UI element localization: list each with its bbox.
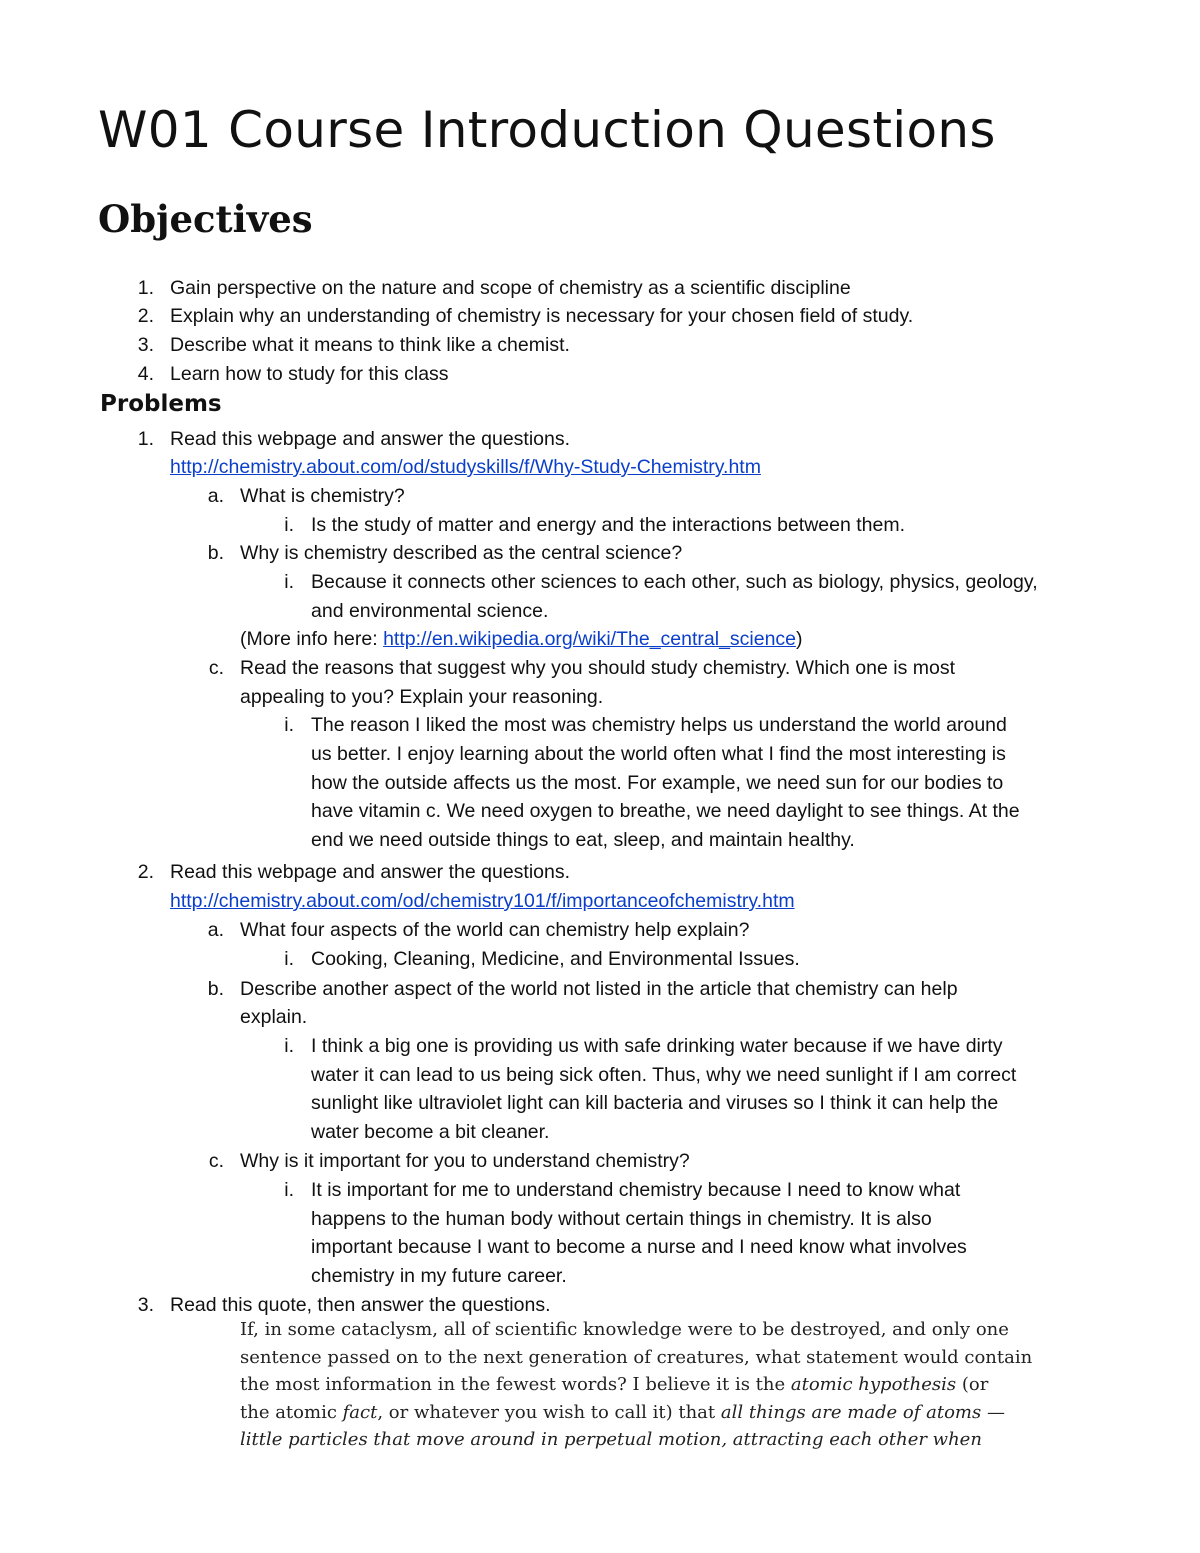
objective-number: 2. — [137, 305, 154, 327]
answer-text: Is the study of matter and energy and the interactions between them. — [311, 514, 906, 536]
answer-text: chemistry in my future career. — [311, 1265, 567, 1287]
answer-label: i. — [284, 514, 294, 536]
answer-label: i. — [284, 571, 294, 593]
answer-label: i. — [284, 1035, 294, 1057]
objectives-heading: Objectives — [98, 197, 313, 241]
quote-emphasis: all things are made of atoms — — [720, 1401, 1005, 1423]
problem-number: 3. — [137, 1294, 154, 1316]
quote-text: (or — [956, 1374, 989, 1395]
answer-text: Cooking, Cleaning, Medicine, and Environmental Issues. — [311, 948, 800, 970]
problem-text: Read this webpage and answer the questions. — [170, 428, 571, 450]
objective-item: Explain why an understanding of chemistry is necessary for your chosen field of study. — [170, 305, 914, 327]
question-text: Why is chemistry described as the central science? — [240, 542, 683, 564]
feynman-quote — [240, 1316, 1032, 1454]
question-text: explain. — [240, 1006, 308, 1028]
answer-label: i. — [284, 1179, 294, 1201]
objective-item: Gain perspective on the nature and scope of chemistry as a scientific discipline — [170, 277, 851, 299]
question-text: Describe another aspect of the world not listed in the article that chemistry can help — [240, 978, 958, 1000]
question-text: Why is it important for you to understand chemistry? — [240, 1150, 690, 1172]
answer-text: I think a big one is providing us with safe drinking water because if we have dirty — [311, 1035, 1003, 1057]
quote-emphasis: atomic hypothesis — [790, 1374, 957, 1395]
answer-text: It is important for me to understand chemistry because I need to know what — [311, 1179, 961, 1201]
quote-text: the most information in the fewest words? I believe it is the — [240, 1374, 791, 1395]
question-text: Read the reasons that suggest why you should study chemistry. Which one is most — [240, 657, 955, 679]
quote-line — [240, 1371, 1032, 1399]
quote-emphasis: little particles that move around in perpetual motion, attracting each other when — [240, 1429, 982, 1450]
question-text: appealing to you? Explain your reasoning. — [240, 686, 604, 708]
question-text: What four aspects of the world can chemistry help explain? — [240, 919, 750, 941]
answer-text: us better. I enjoy learning about the world often what I find the most interesting is — [311, 743, 1006, 765]
answer-text: water become a bit cleaner. — [311, 1121, 550, 1143]
more-info-prefix: (More info here: — [240, 628, 384, 650]
objective-number: 3. — [137, 334, 154, 356]
answer-text: how the outside affects us the most. For example, we need sun for our bodies to — [311, 772, 1004, 794]
objective-number: 1. — [137, 277, 154, 299]
objective-number: 4. — [137, 363, 154, 385]
quote-emphasis: fact — [342, 1401, 378, 1423]
question-label: c. — [208, 657, 224, 679]
answer-text: The reason I liked the most was chemistry helps us understand the world around — [311, 714, 1007, 736]
quote-line — [240, 1426, 1032, 1454]
problem-number: 2. — [137, 861, 154, 883]
answer-text: Because it connects other sciences to each other, such as biology, physics, geology, — [311, 571, 1038, 593]
question-label: a. — [207, 485, 224, 507]
problem-text: Read this webpage and answer the questions. — [170, 861, 571, 883]
more-info-link[interactable]: http://en.wikipedia.org/wiki/The_central_science — [383, 628, 797, 650]
objective-item: Describe what it means to think like a chemist. — [170, 334, 570, 356]
objective-item: Learn how to study for this class — [170, 363, 449, 385]
question-label: a. — [207, 919, 224, 941]
more-info-line — [240, 625, 803, 654]
answer-text: sunlight like ultraviolet light can kill bacteria and viruses so I think it can help the — [311, 1092, 999, 1114]
answer-text: important because I want to become a nurse and I need know what involves — [311, 1236, 967, 1258]
problem-link[interactable]: http://chemistry.about.com/od/chemistry101/f/importanceofchemistry.htm — [170, 890, 795, 912]
answer-text: end we need outside things to eat, sleep, and maintain healthy. — [311, 829, 855, 851]
problem-number: 1. — [137, 428, 154, 450]
quote-line — [240, 1399, 1032, 1427]
answer-label: i. — [284, 948, 294, 970]
question-label: c. — [208, 1150, 224, 1172]
problem-link[interactable]: http://chemistry.about.com/od/studyskills/f/Why-Study-Chemistry.htm — [170, 456, 761, 478]
problem-text: Read this quote, then answer the questions. — [170, 1294, 551, 1316]
quote-text: , or whatever you wish to call it) that — [377, 1401, 721, 1423]
answer-text: have vitamin c. We need oxygen to breathe, we need daylight to see things. At the — [311, 800, 1020, 822]
answer-text: water it can lead to us being sick often. Thus, why we need sunlight if I am correct — [311, 1064, 1017, 1086]
question-label: b. — [207, 542, 224, 564]
answer-text: happens to the human body without certain things in chemistry. It is also — [311, 1208, 932, 1230]
answer-text: and environmental science. — [311, 600, 549, 622]
more-info-suffix: ) — [796, 628, 803, 650]
quote-line: If, in some cataclysm, all of scientific knowledge were to be destroyed, and only one — [240, 1319, 1009, 1340]
answer-label: i. — [284, 714, 294, 736]
question-text: What is chemistry? — [240, 485, 405, 507]
quote-text: the atomic — [240, 1401, 343, 1423]
quote-line: sentence passed on to the next generation of creatures, what statement would contain — [240, 1346, 1033, 1368]
problems-heading: Problems — [100, 391, 222, 417]
page-title: W01 Course Introduction Questions — [98, 101, 996, 159]
question-label: b. — [207, 978, 224, 1000]
